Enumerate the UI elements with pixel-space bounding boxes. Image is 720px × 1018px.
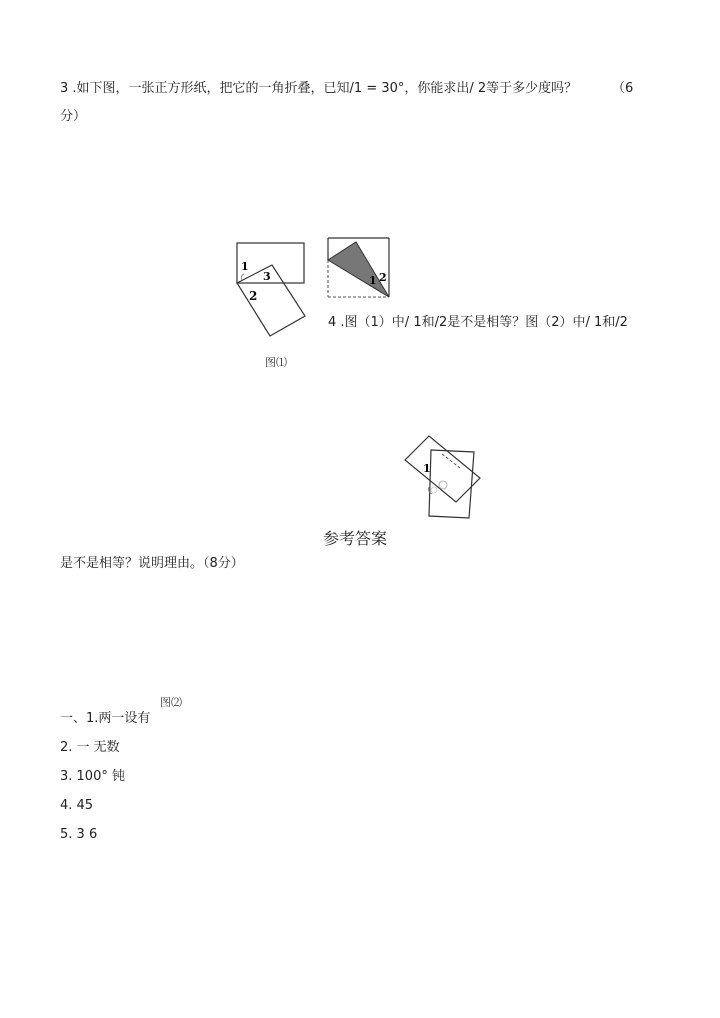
answer-item: 3. 100° 钝 <box>60 769 125 784</box>
figure-1-label-2: 2 <box>249 289 258 303</box>
answer-item: 5. 3 6 <box>60 827 98 842</box>
answer-item: 4. 45 <box>60 798 94 813</box>
figure-1-diagram <box>232 238 312 348</box>
figure-2-label-1: 1 <box>423 462 431 475</box>
figure-1-label-1: 1 <box>241 260 249 273</box>
figure-2-diagram <box>402 432 486 520</box>
answer-item: 一、1.两一设有 <box>60 711 151 726</box>
question-4-text: 4 .图（1）中/ 1和/2是不是相等？图（2）中/ 1和/2 <box>328 315 628 330</box>
answer-item: 2. 一 无数 <box>60 740 120 755</box>
folded-square-diagram <box>326 236 392 302</box>
question-3-score-unit: 分） <box>60 109 87 124</box>
figure-2-caption: 图⑵ <box>160 696 182 709</box>
question-4-text-continued: 是不是相等？说明理由。（8分） <box>60 556 244 571</box>
answers-heading: 参考答案 <box>323 529 388 548</box>
figure-1-label-3: 3 <box>263 270 271 283</box>
figure-1-caption: 图⑴ <box>265 356 287 369</box>
fold-label-1: 1 <box>369 274 377 287</box>
fold-label-2: 2 <box>379 271 387 284</box>
question-3-score: （6 <box>612 81 634 96</box>
question-3-text: 3 .如下图，一张正方形纸，把它的一角折叠，已知/1 = 30°，你能求出/ 2等于多少度吗？ <box>60 81 578 96</box>
